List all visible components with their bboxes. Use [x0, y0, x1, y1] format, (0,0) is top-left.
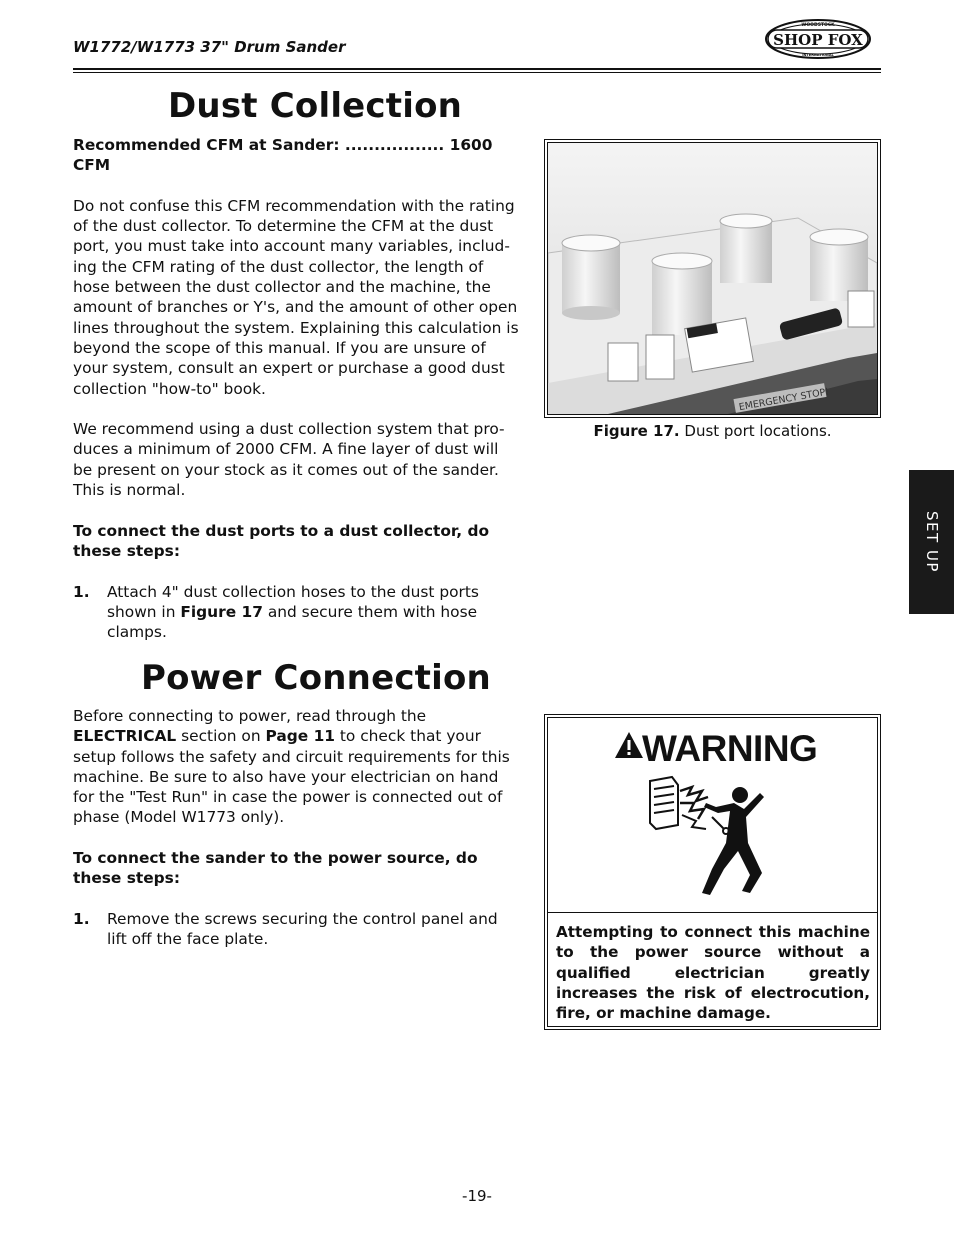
- section-tab-set-up: [909, 470, 954, 614]
- header-rule-thin: [73, 72, 881, 73]
- logo-ring-bottom: INTERNATIONAL: [802, 53, 834, 57]
- shop-fox-logo: [764, 18, 872, 60]
- power-step-1: [73, 909, 519, 950]
- dust-paragraph-2: We recommend using a dust collection system that pro-duces a minimum of 2000 CFM. A fine layer of dust will be present on your stock as it comes out of the sander. This is normal.: [73, 420, 505, 500]
- electrical-reference: ELECTRICAL: [73, 727, 177, 746]
- dust-port-3: [720, 214, 772, 283]
- step-number: 1.: [73, 909, 90, 928]
- power-connection-heading: Power Connection: [141, 658, 491, 698]
- dust-step-1: [73, 582, 519, 643]
- header-rule: [73, 68, 881, 70]
- dust-collection-heading: Dust Collection: [168, 86, 463, 126]
- power-connection-body: [73, 706, 519, 950]
- logo-ring-top: WOODSTOCK: [801, 23, 835, 28]
- figure-reference: Figure 17: [180, 602, 263, 621]
- dust-port-photo: [547, 142, 878, 415]
- power-steps-intro: To connect the sander to the power source, do these steps:: [73, 849, 478, 888]
- warning-title: WARNING: [642, 728, 818, 769]
- page-number: -19-: [462, 1187, 492, 1205]
- figure-17-caption: Figure 17. Dust port locations.: [593, 422, 832, 440]
- figure-label: Figure 17.: [593, 422, 680, 440]
- step-text: Remove the screws securing the control panel and lift off the face plate.: [107, 909, 498, 949]
- dust-port-2: [652, 253, 712, 335]
- document-header-title: W1772/W1773 37" Drum Sander: [73, 38, 346, 56]
- dust-paragraph-1: Do not confuse this CFM recommendation with the rating of the dust collector. To determine the CFM at the dust port, you must take into account many variables, includ-ing the CFM rating of the dust collector, the length of hose between the dust collector and the machine, the amount of branches or Y's, and the amount of other open lines throughout the system. Explaining this calculation is beyond the scope of this manual. If you are unsure of your system, consult an expert or purchase a good dust collection "how-to" book.: [73, 196, 519, 398]
- emergency-stop-label: EMERGENCY STOP!: [738, 386, 831, 414]
- dust-collection-body: [73, 135, 519, 642]
- section-tab-label: SET UP: [922, 511, 941, 573]
- logo-text: SHOP FOX: [773, 31, 863, 49]
- warning-text: Attempting to connect this machine to the power source without a qualified electrician greatly increases the risk of electrocution, fire, or machine damage.: [556, 923, 870, 1023]
- cfm-spec-line: Recommended CFM at Sander: ................. 1600 CFM: [73, 136, 493, 175]
- figure-17-frame: [544, 139, 881, 418]
- step-number: 1.: [73, 582, 90, 601]
- electrocution-hazard-icon: [646, 773, 796, 908]
- step-text: Attach 4" dust collection hoses to the dust ports shown in Figure 17 and secure them with hose clamps.: [107, 582, 479, 642]
- dust-steps-intro: To connect the dust ports to a dust collector, do these steps:: [73, 521, 490, 560]
- dust-port-1: [562, 235, 620, 320]
- warning-triangle-icon: [614, 730, 644, 760]
- warning-box: [544, 714, 881, 1030]
- page-reference: Page 11: [265, 727, 335, 746]
- power-paragraph-1: Before connecting to power, read through the ELECTRICAL section on Page 11 to check that your setup follows the safety and circuit requirements for this machine. Be sure to also have your electrician on hand for the "Test Run" in case the power is connected out of phase (Model W1773 only).: [73, 707, 510, 827]
- dust-port-4: [810, 229, 868, 301]
